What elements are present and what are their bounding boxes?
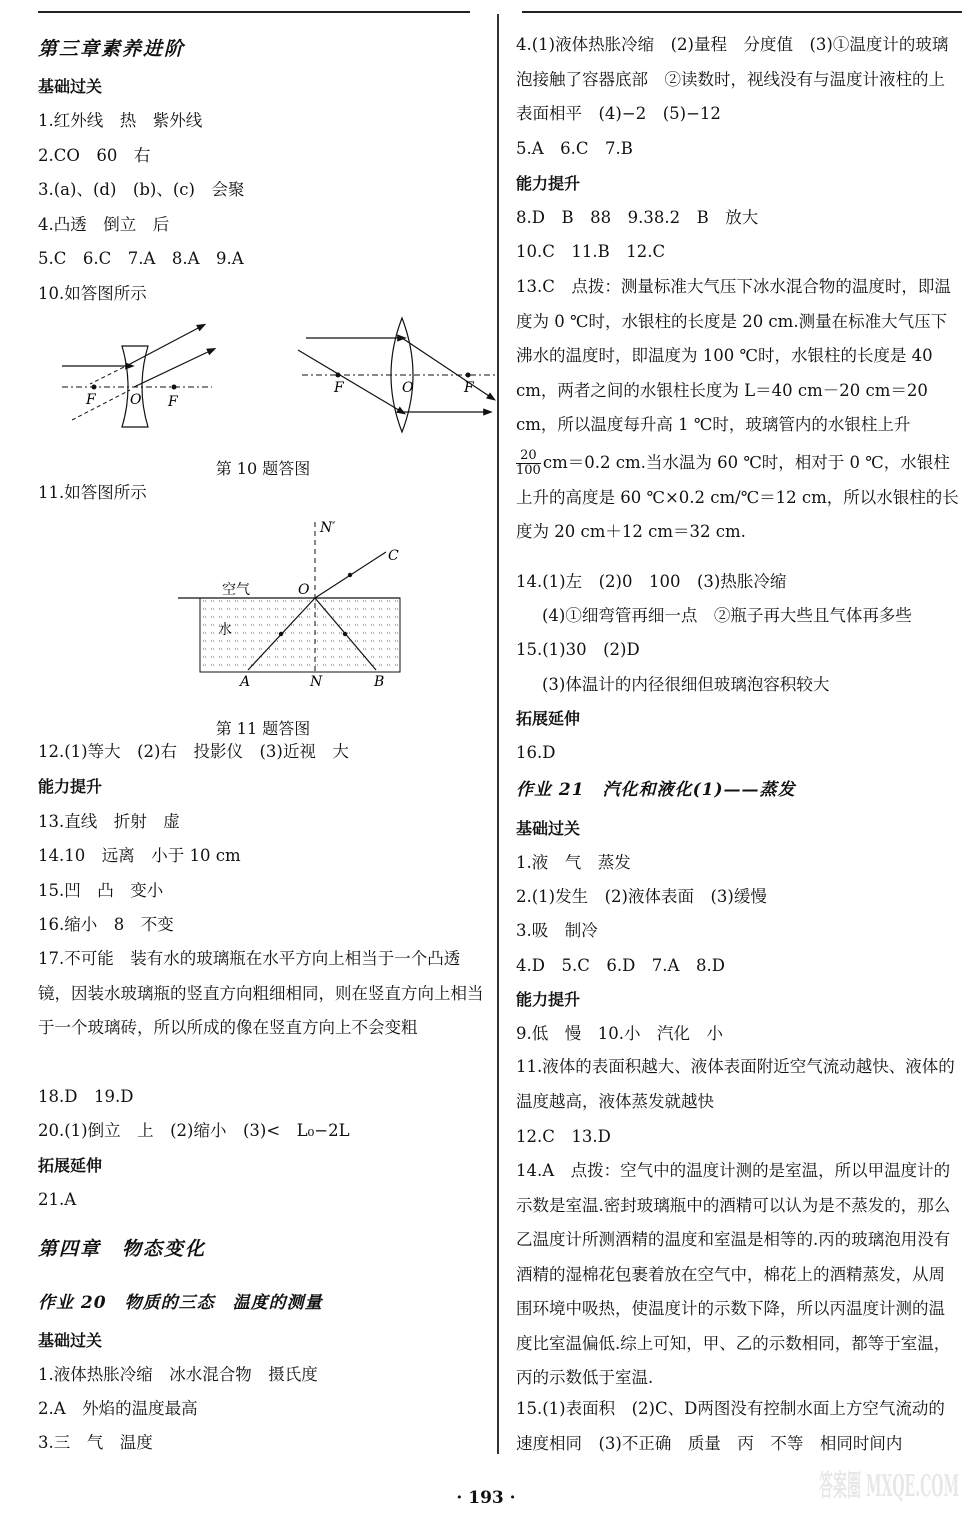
section-basic-r: 基础过关 [516,819,581,838]
section-basic-2: 基础过关 [38,1331,103,1350]
homework20-title: 作业 20 物质的三态 温度的测量 [38,1293,323,1313]
answer-r10-12: 10.C 11.B 12.C [516,242,666,261]
answer-b3: 3.三 气 温度 [38,1433,153,1452]
answer-10: 10.如答图所示 [38,284,147,303]
fig11-n-prime: N′ [320,520,336,536]
answer-4: 4.凸透 倒立 后 [38,215,170,234]
fig11-water: 水 [218,622,232,638]
chapter4-title: 第四章 物态变化 [38,1238,207,1260]
fig11-a: A [240,674,251,690]
section-ability-r: 能力提升 [516,174,581,193]
answer-r4: 4.(1)液体热胀冷缩 (2)量程 分度值 (3)①温度计的玻璃泡接触了容器底部 ②读数时，视线没有与温度计液柱的上表面相平 (4)−2 (5)−12 [516,35,949,123]
answer-c11: 11.液体的表面积越大、液体表面附近空气流动越快、液体的温度越高，液体蒸发就越快 [516,1057,955,1111]
convex-lens-diagram [298,318,497,432]
fraction: $\frac{20}{100}$ [516,448,541,478]
answer-r5-7: 5.A 6.C 7.B [516,139,633,158]
answer-c12-13: 12.C 13.D [516,1127,611,1146]
fig10-right-f1: F [334,380,344,396]
answer-2: 2.CO 60 右 [38,146,151,165]
fig10-right-f2: F [464,380,474,396]
fig10-left-f1: F [86,392,96,408]
top-rule-right [522,11,962,13]
answer-c1: 1.液 气 蒸发 [516,853,631,872]
chapter3-title: 第三章素养进阶 [38,38,186,60]
answer-r8-9: 8.D B 88 9.38.2 B 放大 [516,208,759,227]
section-extension-r: 拓展延伸 [516,709,581,728]
top-rule-left [38,11,470,13]
answer-b1: 1.液体热胀冷缩 冰水混合物 摄氏度 [38,1365,318,1384]
answer-3: 3.(a)、(d) (b)、(c) 会聚 [38,180,245,199]
figure-11-caption: 第 11 题答图 [215,719,311,738]
answer-r13-b: $\frac{20}{100}$ cm＝0.2 cm.当水温为 60 ℃时，相对于 0 ℃，水银柱上升的高度是 60 ℃×0.2 cm/℃＝12 cm，所以水银柱的长度为 20 cm＋12 cm＝32 cm. [516,448,959,541]
fig10-left-o: O [130,392,142,408]
section-ability: 能力提升 [38,777,103,796]
watermark-text: 答案圈 MXQE.COM [819,1469,959,1504]
answer-11: 11.如答图所示 [38,483,147,502]
answer-17: 17.不可能 装有水的玻璃瓶在水平方向上相当于一个凸透镜，因装水玻璃瓶的竖直方向粗细相同，则在竖直方向上相当于一个玻璃砖，所以所成的像在竖直方向上不会变粗 [38,949,484,1037]
answer-5-9: 5.C 6.C 7.A 8.A 9.A [38,249,244,268]
answer-18-19: 18.D 19.D [38,1087,134,1106]
answer-14: 14.10 远离 小于 10 cm [38,846,241,865]
answer-r13-a: 13.C 点拨：测量标准大气压下冰水混合物的温度时，即温度为 0 ℃时，水银柱的长度是 20 cm.测量在标准大气压下沸水的温度时，即温度为 100 ℃时，水银柱的长度是 40 cm，两者之间的水银柱长度为 L＝40 cm－20 cm＝20 cm，所以温度每升高 1 ℃时，玻璃管内的水银柱上升 [516,277,951,434]
answer-r15-a: 15.(1)30 (2)D [516,640,640,659]
column-divider [497,14,499,1454]
answer-20: 20.(1)倒立 上 (2)缩小 (3)< L₀−2L [38,1121,350,1140]
fig11-n: N [310,674,323,690]
fig10-right-o: O [402,380,414,396]
answer-r16: 16.D [516,743,556,762]
answer-1: 1.红外线 热 紫外线 [38,111,203,130]
homework21-title: 作业 21 汽化和液化(1)——蒸发 [516,780,796,800]
fig11-c: C [388,548,399,564]
answer-21: 21.A [38,1190,77,1209]
section-ability-r2: 能力提升 [516,990,581,1009]
concave-lens-diagram [62,326,212,427]
answer-c4-8: 4.D 5.C 6.D 7.A 8.D [516,956,725,975]
answer-c14: 14.A 点拨：空气中的温度计测的是室温，所以甲温度计的示数是室温.密封玻璃瓶中的酒精可以认为是不蒸发的，那么乙温度计所测酒精的温度和室温是相等的.丙的玻璃泡用没有酒精的湿棉花包裹着放在空气中，棉花上的酒精蒸发，从周围环境中吸热，使温度计的示数下降，所以丙温度计测的温度比室温偏低.综上可知，甲、乙的示数相同，都等于室温，丙的示数低于室温. [516,1161,951,1387]
section-basic: 基础过关 [38,77,103,96]
fig11-o: O [298,582,310,598]
answer-13: 13.直线 折射 虚 [38,812,180,831]
answer-c9-10: 9.低 慢 10.小 汽化 小 [516,1024,723,1043]
fig11-b: B [374,674,385,690]
answer-r15-b: (3)体温计的内径很细但玻璃泡容积较大 [542,675,830,694]
answer-r14-b: (4)①细弯管再细一点 ②瓶子再大些且气体再多些 [542,606,912,625]
answer-12: 12.(1)等大 (2)右 投影仪 (3)近视 大 [38,742,349,761]
watermark-logo [814,1458,964,1528]
answer-15: 15.凹 凸 变小 [38,881,164,900]
section-extension: 拓展延伸 [38,1156,103,1175]
page-number: · 193 · [456,1488,516,1508]
fig10-left-f2: F [168,394,178,410]
answer-r14-a: 14.(1)左 (2)0 100 (3)热胀冷缩 [516,572,787,591]
answer-16: 16.缩小 8 不变 [38,915,174,934]
answer-c3: 3.吸 制冷 [516,921,598,940]
answer-c2: 2.(1)发生 (2)液体表面 (3)缓慢 [516,887,767,906]
answer-c15: 15.(1)表面积 (2)C、D两图没有控制水面上方空气流动的速度相同 (3)不正确 质量 丙 不等 相同时间内 [516,1399,945,1453]
figure-10 [52,312,502,442]
fig11-air: 空气 [222,582,250,598]
figure-11 [178,510,418,690]
figure-10-caption: 第 10 题答图 [215,459,311,478]
answer-b2: 2.A 外焰的温度最高 [38,1399,198,1418]
